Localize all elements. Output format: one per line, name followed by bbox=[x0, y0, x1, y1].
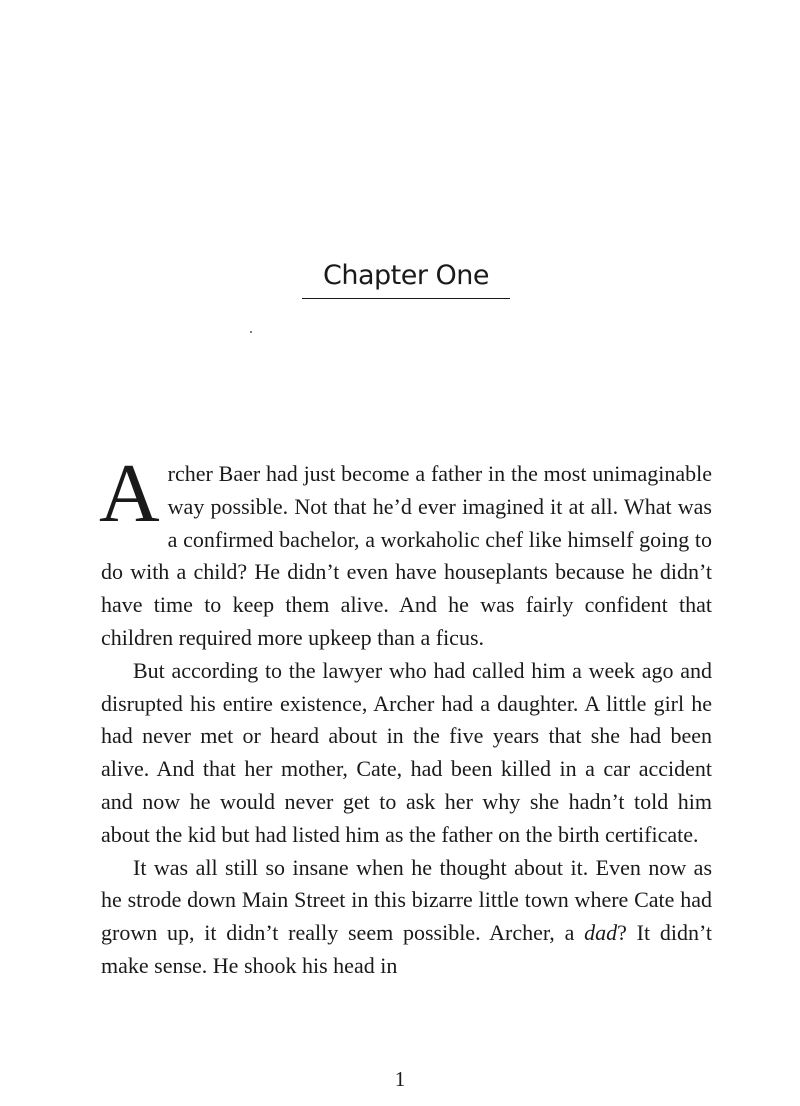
paragraph-3-text-b: ? It didn’t make sense. He shook his head in bbox=[101, 920, 712, 978]
paragraph-2: But according to the lawyer who had called him a week ago and disrupted his entire existence, Archer had a daughter. A little girl he had never met or heard about in the five years that she had been alive. And that her mother, Cate, had been killed in a car accident and now he would never get to ask her why she hadn’t told him about the kid but had listed him as the father on the birth certificate. bbox=[101, 657, 712, 847]
paragraph-3-text-a: It was all still so insane when he thought about it. Even now as he strode down Main Street in this bizarre little town where Cate had grown up, it didn’t really seem possible. Archer, a bbox=[101, 854, 712, 946]
paragraph-1-text: rcher Baer had just become a father in the most unimaginable way possible. Not that he’d ever imagined it at all. What was a confirmed bachelor, a workaholic chef like himself going to do with a child? He didn’t even have houseplants because he didn’t have time to keep them alive. And he was fairly confident that children required more upkeep than a ficus. bbox=[101, 461, 712, 650]
stray-mark bbox=[250, 331, 252, 333]
chapter-title: Chapter One bbox=[322, 260, 489, 291]
paragraph-3 bbox=[101, 852, 712, 983]
page-number: 1 bbox=[394, 1067, 406, 1091]
paragraph-1 bbox=[99, 447, 712, 655]
paragraph-3-emphasis: dad bbox=[584, 920, 618, 946]
drop-cap: A bbox=[99, 447, 160, 540]
chapter-title-underline bbox=[302, 298, 510, 299]
chapter-body bbox=[99, 447, 712, 983]
